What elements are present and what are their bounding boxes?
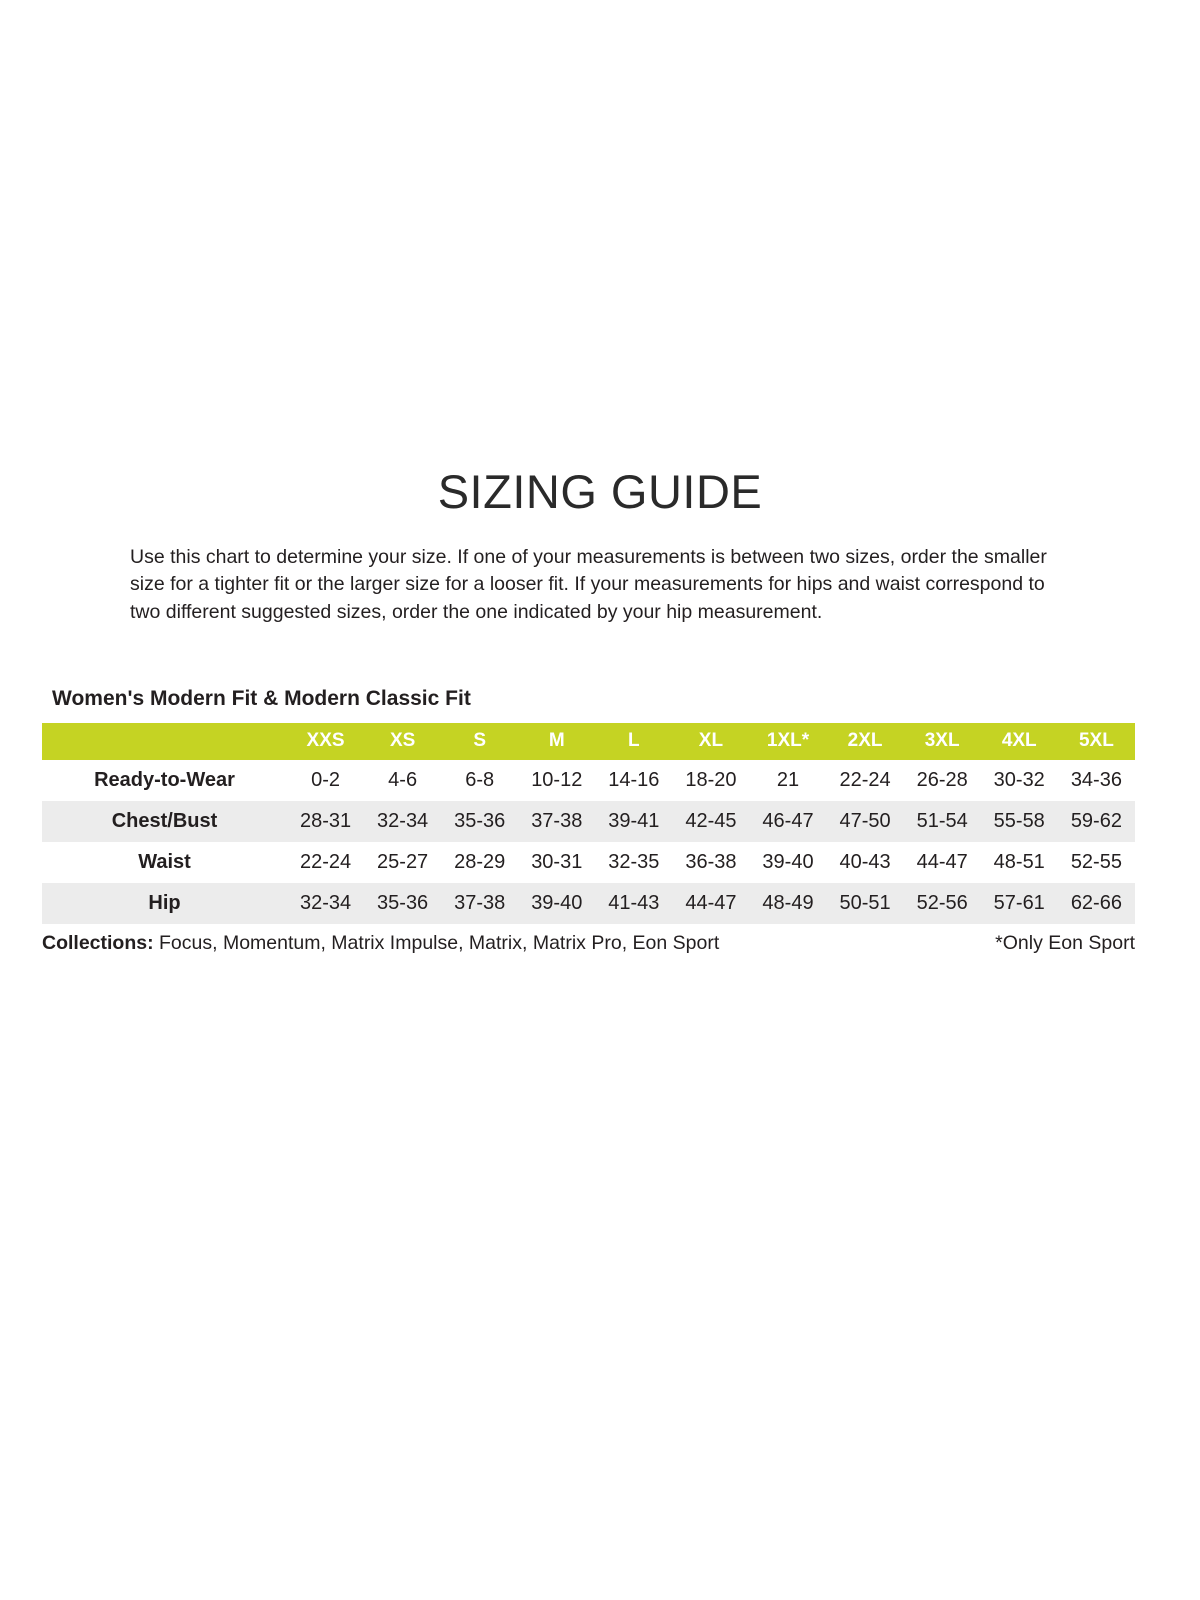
cell-value: 32-34 — [299, 891, 352, 914]
cell-value: 14-16 — [608, 768, 660, 791]
header-cell-5xl: 5XL — [1058, 723, 1135, 760]
collections-label: Collections: — [42, 931, 154, 954]
header-cell-3xl: 3XL — [904, 723, 981, 760]
cell-value: 40-43 — [839, 850, 891, 873]
cell-value: 39-40 — [531, 891, 583, 914]
footer-line — [42, 932, 1135, 955]
cell-value: 36-38 — [685, 850, 737, 873]
size-table — [42, 723, 1135, 924]
cell-value: 52-55 — [1070, 850, 1122, 873]
header-cell-xs: XS — [364, 723, 441, 760]
cell-value: 22-24 — [839, 768, 891, 791]
cell-value: 42-45 — [685, 809, 737, 832]
cell-value: 32-35 — [608, 850, 660, 873]
page-title: SIZING GUIDE — [437, 465, 763, 518]
row-label: Waist — [138, 850, 191, 873]
cell-value: 39-40 — [762, 850, 814, 873]
cell-value: 37-38 — [531, 809, 583, 832]
cell-value: 4-6 — [388, 768, 418, 791]
cell-value: 37-38 — [454, 891, 506, 914]
table-row — [42, 760, 1135, 801]
row-label: Ready-to-Wear — [94, 768, 235, 791]
cell-value: 51-54 — [916, 809, 968, 832]
size-table-body — [42, 760, 1135, 924]
cell-value: 47-50 — [839, 809, 891, 832]
cell-value: 57-61 — [993, 891, 1045, 914]
cell-value: 0-2 — [311, 768, 340, 791]
cell-value: 50-51 — [839, 891, 891, 914]
cell-value: 30-32 — [993, 768, 1045, 791]
cell-value: 48-49 — [762, 891, 814, 914]
cell-value: 55-58 — [993, 809, 1045, 832]
table-row — [42, 883, 1135, 924]
cell-value: 10-12 — [531, 768, 583, 791]
cell-value: 35-36 — [454, 809, 506, 832]
row-label: Hip — [148, 891, 181, 914]
cell-value: 18-20 — [685, 768, 737, 791]
cell-value: 6-8 — [465, 768, 495, 791]
header-cell-xl: XL — [672, 723, 749, 760]
header-cell-2xl: 2XL — [827, 723, 904, 760]
cell-value: 62-66 — [1070, 891, 1122, 914]
cell-value: 39-41 — [608, 809, 660, 832]
cell-value: 22-24 — [299, 850, 352, 873]
cell-value: 59-62 — [1070, 809, 1122, 832]
cell-value: 32-34 — [377, 809, 429, 832]
cell-value: 44-47 — [685, 891, 737, 914]
table-header-row — [42, 723, 1135, 760]
cell-value: 26-28 — [916, 768, 968, 791]
collections-list: Focus, Momentum, Matrix Impulse, Matrix, Matrix Pro, Eon Sport — [153, 931, 720, 954]
cell-value: 28-29 — [454, 850, 506, 873]
header-cell-s: S — [441, 723, 518, 760]
header-cell-1xl: 1XL* — [749, 723, 826, 760]
cell-value: 30-31 — [531, 850, 583, 873]
cell-value: 41-43 — [608, 891, 660, 914]
cell-value: 28-31 — [299, 809, 352, 832]
section-heading: Women's Modern Fit & Modern Classic Fit — [52, 686, 471, 710]
cell-value: 44-47 — [916, 850, 968, 873]
header-cell-xxs: XXS — [287, 723, 364, 760]
cell-value: 25-27 — [377, 850, 429, 873]
cell-value: 34-36 — [1070, 768, 1122, 791]
cell-value: 21 — [776, 768, 800, 791]
cell-value: 46-47 — [762, 809, 814, 832]
cell-value: 48-51 — [993, 850, 1045, 873]
header-cell-empty — [42, 723, 287, 760]
collections — [42, 932, 719, 955]
cell-value: 52-56 — [916, 891, 968, 914]
table-row — [42, 842, 1135, 883]
row-label: Chest/Bust — [111, 809, 218, 832]
header-cell-m: M — [518, 723, 595, 760]
header-cell-4xl: 4XL — [981, 723, 1058, 760]
footnote: *Only Eon Sport — [995, 931, 1135, 954]
header-cell-l: L — [595, 723, 672, 760]
table-row — [42, 801, 1135, 842]
cell-value: 35-36 — [377, 891, 429, 914]
size-table-head — [42, 723, 1135, 760]
intro-text: Use this chart to determine your size. If one of your measurements is between two sizes, order the smaller size for a tighter fit or the larger size for a looser fit. If your measurements for hips and waist correspond to two different suggested sizes, order the one indicated by your hip measurement. — [130, 545, 1047, 624]
